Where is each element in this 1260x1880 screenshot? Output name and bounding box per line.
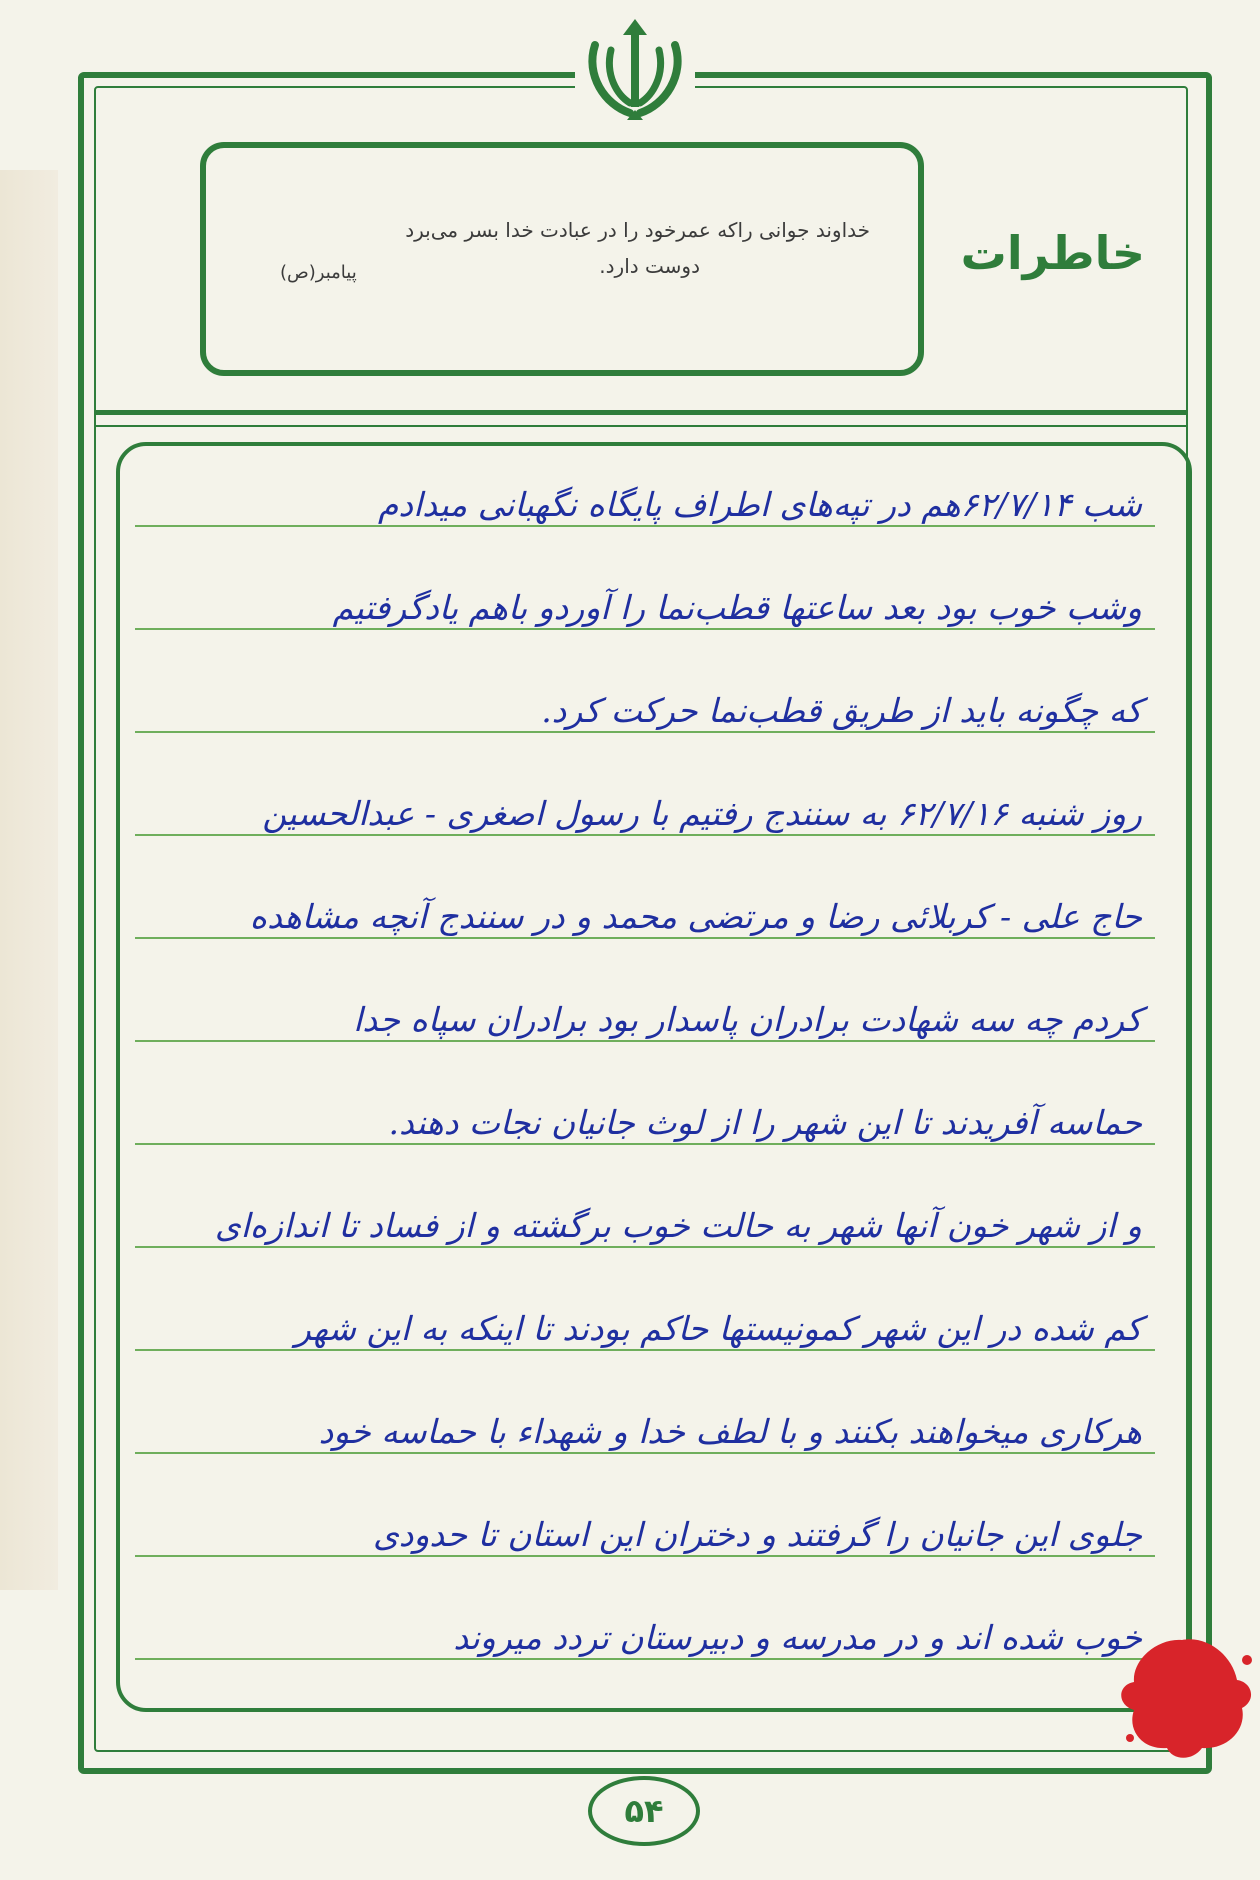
ruled-line <box>135 1658 1155 1660</box>
ruled-line <box>135 1452 1155 1454</box>
red-ink-blot-icon <box>1112 1620 1260 1770</box>
ruled-line <box>135 1349 1155 1351</box>
page-number-badge <box>588 1776 700 1846</box>
handwritten-line: حاج علی - کربلائی رضا و مرتضی محمد و در سنندج آنچه مشاهده <box>249 897 1142 936</box>
handwritten-line: که چگونه باید از طریق قطب‌نما حرکت کرد. <box>541 691 1142 730</box>
ruled-line <box>135 1143 1155 1145</box>
ruled-line <box>135 731 1155 733</box>
ruled-line <box>135 628 1155 630</box>
page-number: ۵۴ <box>624 1792 664 1830</box>
ruled-line <box>135 1040 1155 1042</box>
handwritten-line: جلوی این جانیان را گرفتند و دختران این استان تا حدودی <box>372 1515 1142 1554</box>
iran-emblem-icon <box>575 5 695 125</box>
handwritten-line: کردم چه سه شهادت برادران پاسدار بود برادران سپاه جدا <box>353 1000 1142 1039</box>
ruled-line <box>135 937 1155 939</box>
quote-line-1: خداوند جوانی راکه عمرخود را در عبادت خدا بسر می‌برد <box>405 218 870 242</box>
ruled-line <box>135 1246 1155 1248</box>
quote-attribution: پیامبر(ص) <box>280 262 357 283</box>
hadith-quote <box>270 212 870 284</box>
handwritten-line: وشب خوب بود بعد ساعتها قطب‌نما را آوردو باهم یادگرفتیم <box>332 588 1142 627</box>
handwritten-line: حماسه آفریدند تا این شهر را از لوث جانیان نجات دهند. <box>388 1103 1142 1142</box>
ruled-line <box>135 525 1155 527</box>
handwritten-line: کم شده در این شهر کمونیستها حاکم بودند تا اینکه به این شهر <box>294 1309 1142 1348</box>
header-divider <box>94 410 1188 427</box>
handwritten-line: شب ۶۲/۷/۱۴هم در تپه‌های اطراف پایگاه نگهبانی میدادم <box>377 485 1142 524</box>
handwritten-line: روز شنبه ۶۲/۷/۱۶ به سنندج رفتیم با رسول اصغری - عبدالحسین <box>262 794 1142 833</box>
quote-line-2: دوست دارد. <box>599 254 700 278</box>
handwritten-line: و از شهر خون آنها شهر به حالت خوب برگشته و از فساد تا اندازه‌ای <box>214 1206 1142 1245</box>
handwritten-line: خوب شده اند و در مدرسه و دبیرستان تردد میروند <box>453 1618 1142 1657</box>
ruled-line <box>135 834 1155 836</box>
page-title: خاطرات <box>960 226 1145 280</box>
handwritten-line: هرکاری میخواهند بکنند و با لطف خدا و شهداء با حماسه خود <box>318 1412 1142 1451</box>
ruled-line <box>135 1555 1155 1557</box>
torn-paper-strip <box>0 170 58 1590</box>
